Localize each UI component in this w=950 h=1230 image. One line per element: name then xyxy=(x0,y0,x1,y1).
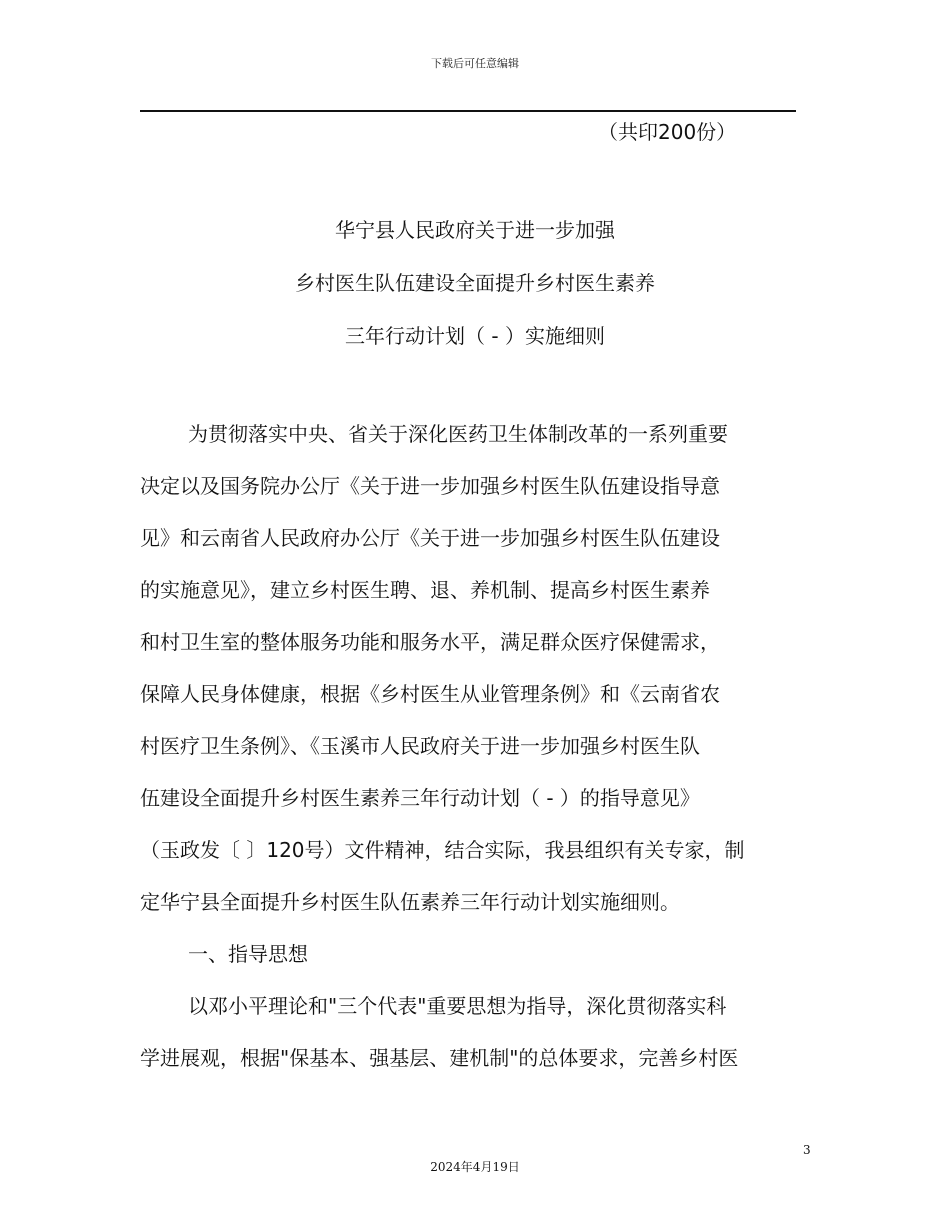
body-line: 学进展观，根据"保基本、强基层、建机制"的总体要求，完善乡村医 xyxy=(140,1046,739,1070)
body-line: （玉政发〔 〕120号）文件精神，结合实际，我县组织有关专家，制 xyxy=(140,838,745,862)
body-line: 以邓小平理论和"三个代表"重要思想为指导，深化贯彻落实科 xyxy=(188,994,727,1018)
body-line: 见》和云南省人民政府办公厅《关于进一步加强乡村医生队伍建设 xyxy=(140,526,720,550)
section-heading: 一、指导思想 xyxy=(188,942,308,966)
footer-date: 2024年4月19日 xyxy=(430,1160,520,1174)
body-line: 保障人民身体健康，根据《乡村医生从业管理条例》和《云南省农 xyxy=(140,682,720,706)
body-line: 定华宁县全面提升乡村医生队伍素养三年行动计划实施细则。 xyxy=(140,890,680,914)
document-title-line-2: 乡村医生队伍建设全面提升乡村医生素养 xyxy=(295,271,655,295)
document-title-line-3: 三年行动计划（ - ）实施细则 xyxy=(345,324,605,348)
header-note: 下载后可任意编辑 xyxy=(431,57,519,70)
print-copies-note: （共印200份） xyxy=(598,120,737,144)
document-title-line-1: 华宁县人民政府关于进一步加强 xyxy=(335,218,615,242)
body-line: 为贯彻落实中央、省关于深化医药卫生体制改革的一系列重要 xyxy=(188,422,728,446)
page-number: 3 xyxy=(803,1143,811,1157)
body-line: 村医疗卫生条例》、《玉溪市人民政府关于进一步加强乡村医生队 xyxy=(140,734,700,758)
header-rule xyxy=(140,110,796,112)
body-line: 伍建设全面提升乡村医生素养三年行动计划（ - ）的指导意见》 xyxy=(140,786,700,810)
body-line: 和村卫生室的整体服务功能和服务水平，满足群众医疗保健需求， xyxy=(140,630,720,654)
body-line: 的实施意见》，建立乡村医生聘、退、养机制、提高乡村医生素养 xyxy=(140,578,710,602)
document-body xyxy=(140,408,820,1084)
body-line: 决定以及国务院办公厅《关于进一步加强乡村医生队伍建设指导意 xyxy=(140,474,720,498)
